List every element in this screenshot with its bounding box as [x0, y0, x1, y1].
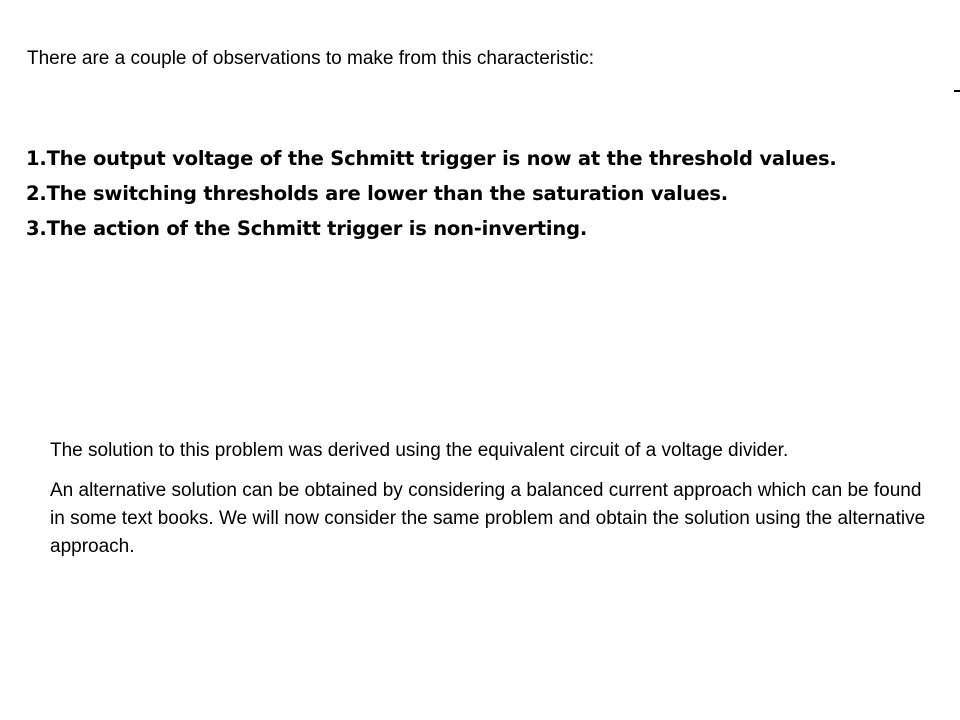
observation-item: 2.The switching thresholds are lower than the saturation values.: [26, 182, 728, 205]
explanation-text: [50, 437, 930, 573]
paragraph-voltage-divider: The solution to this problem was derived using the equivalent circuit of a voltage divider.: [50, 440, 789, 461]
slide-heading: There are a couple of observations to make from this characteristic:: [27, 48, 595, 69]
observation-item: 3.The action of the Schmitt trigger is non-inverting.: [26, 217, 588, 240]
edge-mark: [954, 90, 960, 92]
paragraph-alternative-approach: An alternative solution can be obtained by considering a balanced current approach which can be found in some text books. We will now consider the same problem and obtain the solution using the alternative approach.: [50, 480, 926, 557]
observation-item: 1.The output voltage of the Schmitt trigger is now at the threshold values.: [26, 147, 837, 170]
observations-list: [26, 141, 837, 246]
